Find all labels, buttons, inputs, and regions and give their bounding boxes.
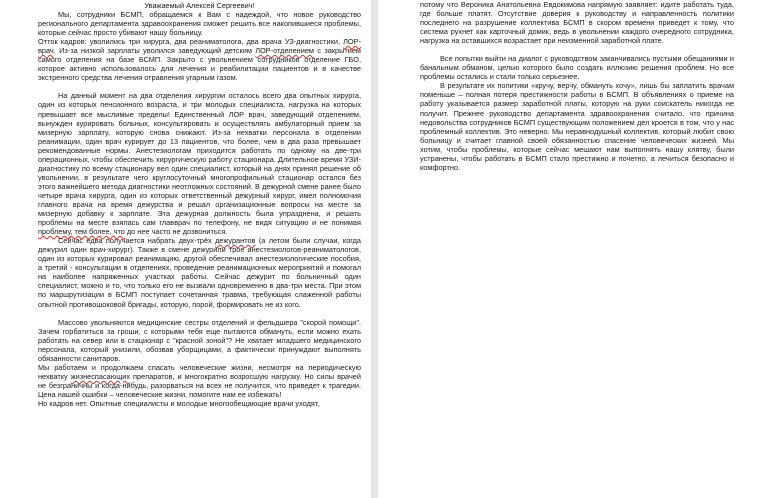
document-page-right (378, 0, 760, 498)
paragraph-2-text-a: На данный момент на два отделения хирургии осталось всего два опытных хирурга, один из которых пенсионного возраста, и три молодых специалиста, нагрузка на которых превышает все мыслимые пределы! Единственный ЛОР врач, заведующий отделением, вынужден курировать больных, консультировать и осуществлять амбулаторный прием за мизерную зарплату, которую снова снижают. Из-за нехватки персонала в отделении реанимации, один врач курирует до 13 пациентов, что более, чем в два раза превышает рекомендованные нормы. Анестезиологам приходится работать по одному на две-три операционных, чтобы обеспечить хирургическую работу стационара. Длительное время УЗИ-диагностику по всему стационару вел один специалист, который на днях принял решение об увольнении, в результате чего круглосуточный многопрофильный стационар остался без этого важнейшего метода диагностики неотложных состояний. В дежурной смене ранее было четыре врача хирурга, один из которых ответственный дежурный хирург, имел полномочия главного врача на время дежурства и решал организационные вопросы на месте за мизерную добавку к зарплате. Эта дежурная должность была упразднена, и решать проблемы на месте взялась сам главврач по телефону, не видя ситуацию и не понимая (38, 91, 361, 228)
spellcheck-word[interactable]: жизнеспасающих (70, 371, 131, 381)
spellcheck-word[interactable]: ЛОР-отделением (255, 46, 314, 56)
paragraph-1-text-d: с закрытием самого отделения на базе БСМП. Закрыто с увольнением сотрудников отделение ГБО, которое активно использовалось для лечения и реабилитации пациентов и в качестве экстренного средства лечения отравления угарным газом. (38, 46, 361, 83)
paragraph-3-text-b: (а летом были случаи, когда дежурил один врач-хирург). Также в смене дежурили трое анестезиологов-реаниматологов, один из которых курировал реанимацию, другой обеспечивал анестезиологические пособия, а третий - консультации в отделениях, проведение реанимационных мероприятий и помогал на наиболее напряженных участках работы. Сейчас дежурит по больничный один специалист, можно и то, что только его не вызвали одновременно в два-три места. При этом по маршрутизации в БСМП поступает сочетанная травма, требующая слаженной работы опытной противошоковой бригады, которую, порой, формировать не из кого. (38, 236, 361, 309)
paragraph-1-text-c: . Из-за низкой зарплаты уволился заведующий детским (53, 46, 256, 56)
spellcheck-word[interactable]: ЛОР-врач (38, 37, 361, 56)
spellcheck-phrase[interactable]: проблему, тем более, что (38, 227, 125, 237)
paragraph-2 (38, 91, 361, 236)
page-gap (371, 0, 378, 498)
paragraph-3 (38, 236, 361, 308)
paragraph-5-text-b: препаратов, и многократно возросшую нагрузку. Но силы врачей не безграничны и когда-нибудь, разорваться на всех не получится, что приведет к трагедии. Цена нашей ошибки – человеческие жизни, помогите нам ее избежать! (38, 371, 361, 399)
paragraph-1 (38, 10, 361, 82)
spellcheck-word[interactable]: дежурантов (215, 236, 256, 246)
paragraph-7: потому что Вероника Анатольевна Евдокимова напрямую заявляет: идите работать туда, где больше платят. Отсутствие доверия к руководству и направленность политики последнего на разрушение коллектива БСМП в скором времени приведет к тому, что система рухнет как карточный домик, ведь в увольнении каждого очередного сотрудника, нагрузка на оставшихся возрастает при неизменной заработной плате. (420, 0, 734, 46)
paragraph-9: В результате их политики «кручу, верчу, обмануть хочу», лишь бы заплатить врачам поменьше – полная потеря престижности работы в БСМП. В объявлениях о приеме на работу указывается размер заработной платы, которую на руки соискатель никогда не получит. Прежнее руководство департамента здравоохранения считало, что причина недовольства сотрудников БСМП существующим положением дел кроется в том, что у нас проблемный коллектив. Это неверно. Мы неравнодушный коллектив, который любит свою больницу и считает главной своей обязанностью спасение человеческих жизней. Мы хотим, чтобы проблемы, которые сейчас мешают нам выполнять нашу клятву, были устранены, чтобы работать в БСМП стало престижно и почетно, а лечиться безопасно и комфортно. (420, 81, 734, 172)
paragraph-5 (38, 363, 361, 399)
greeting: Уважаемый Алексей Сергеевич! (144, 1, 255, 10)
paragraph-5-text-a: Мы работаем и продолжаем спасать человеческие жизни, несмотря на периодическую нехватку (38, 362, 361, 381)
paragraph-3-text-a: Сейчас едва получается набрать двух-трёх (58, 236, 216, 246)
paragraph-8: Все попытки выйти на диалог с руководством заканчивались пустыми обещаниями и банальным обманом, целью которого было создать иллюзию решения проблем. Но все проблемы остались и стали только серьезнее. (420, 54, 734, 82)
paragraph-1-text-a: Мы, сотрудники БСМП, обращаемся к Вам с надеждой, что новое руководство регионального департамента здравоохранения сможет решить все накопившиеся проблемы, которые сейчас просто убивают нашу больницу. (38, 10, 361, 38)
paragraph-4: Массово увольняются медицинские сестры отделений и фельдшера "скорой помощи". Зачем горбатиться за гроши, с которыми тебя еще пытаются обмануть, если можно ехать работать на север или в стационар с "красной зоной"? Не хватает младшего медицинского персонала, который унизили, обозвав уборщицами, а фактически принуждают выполнять обязанности санитаров. (38, 317, 361, 363)
document-page-left (0, 0, 371, 498)
paragraph-6: Но кадров нет. Опытные специалисты и молодые многообещающие врачи уходят, (38, 398, 320, 408)
paragraph-1-text-b: Отток кадров: уволились три хирурга, два реаниматолога, два врача УЗ-диагностики, (38, 37, 344, 47)
paragraph-2-text-b: до нее часто не дозвониться. (124, 227, 228, 237)
